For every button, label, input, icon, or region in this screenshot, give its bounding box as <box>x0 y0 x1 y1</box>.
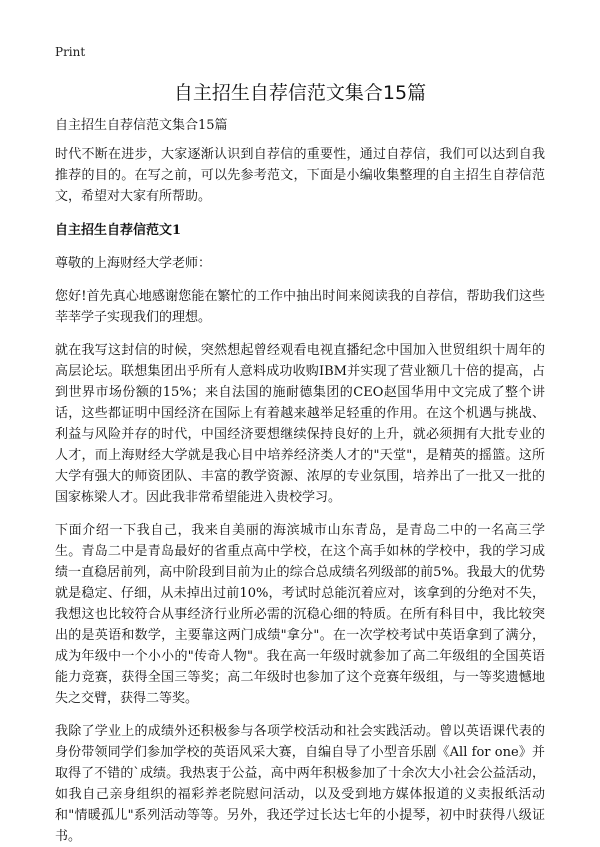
body-paragraph-4: 我除了学业上的成绩外还积极参与各项学校活动和社会实践活动。曾以英语课代表的身份带领同学们参加学校的英语风采大赛，自编自导了小型音乐剧《All for one》并取得了不错的`成绩。我热衷于公益，高中两年积极参加了十余次大小社会公益活动，如我自己亲身组织的福彩养老院慰问活动，以及受到地方媒体报道的义卖报纸活动和"情暖孤儿"系列活动等等。另外，我还学过长达七年的小提琴，初中时获得八级证书。 <box>55 724 545 844</box>
body-paragraph-1: 您好!首先真心地感谢您能在繁忙的工作中抽出时间来阅读我的自荐信，帮助我们这些莘莘学子实现我们的理想。 <box>55 289 545 325</box>
document-title: 自主招生自荐信范文集合15篇 <box>173 82 427 104</box>
salutation: 尊敬的上海财经大学老师： <box>55 256 212 271</box>
print-label[interactable]: Print <box>55 45 86 59</box>
intro-paragraph: 时代不断在进步，大家逐渐认识到自荐信的重要性，通过自荐信，我们可以达到自我推荐的目的。在写之前，可以先参考范文，下面是小编收集整理的自主招生自荐信范文，希望对大家有所帮助。 <box>55 147 545 204</box>
body-paragraph-3: 下面介绍一下我自己，我来自美丽的海滨城市山东青岛，是青岛二中的一名高三学生。青岛二中是青岛最好的省重点高中学校，在这个高手如林的学校中，我的学习成绩一直稳居前列，高中阶段到目前为止的综合总成绩名列级部的前5%。我最大的优势就是稳定、仔细，从未掉出过前10%，考试时总能沉着应对，该拿到的分绝对不失，我想这也比较符合从事经济行业所必需的沉稳心细的特质。在所有科目中，我比较突出的是英语和数学，主要靠这两门成绩"拿分"。在一次学校考试中英语拿到了满分，成为年级中一个小小的"传奇人物"。我在高一年级时就参加了高二年级组的全国英语能力竞赛，获得全国三等奖；高二年级时也参加了这个竞赛年级组，与一等奖遗憾地失之交臂，获得二等奖。 <box>55 523 545 706</box>
document-subtitle: 自主招生自荐信范文集合15篇 <box>55 118 228 133</box>
body-paragraph-2: 就在我写这封信的时候，突然想起曾经观看电视直播纪念中国加入世贸组织十周年的高层论坛。联想集团出乎所有人意料成功收购IBM并实现了营业额几十倍的提高，占到世界市场份额的15%；来自法国的施耐德集团的CEO赵国华用中文完成了整个讲话，这些都证明中国经济在国际上有着越来越举足轻重的作用。在这个机遇与挑战、利益与风险并存的时代，中国经济要想继续保持良好的上升，就必须拥有大批专业的人才，而上海财经大学就是我心目中培养经济类人才的"天堂"，是精英的摇篮。这所大学有强大的师资团队、丰富的教学资源、浓厚的专业氛围，培养出了一批又一批的国家栋梁人才。因此我非常希望能进入贵校学习。 <box>55 343 545 505</box>
section-heading: 自主招生自荐信范文1 <box>55 223 182 238</box>
